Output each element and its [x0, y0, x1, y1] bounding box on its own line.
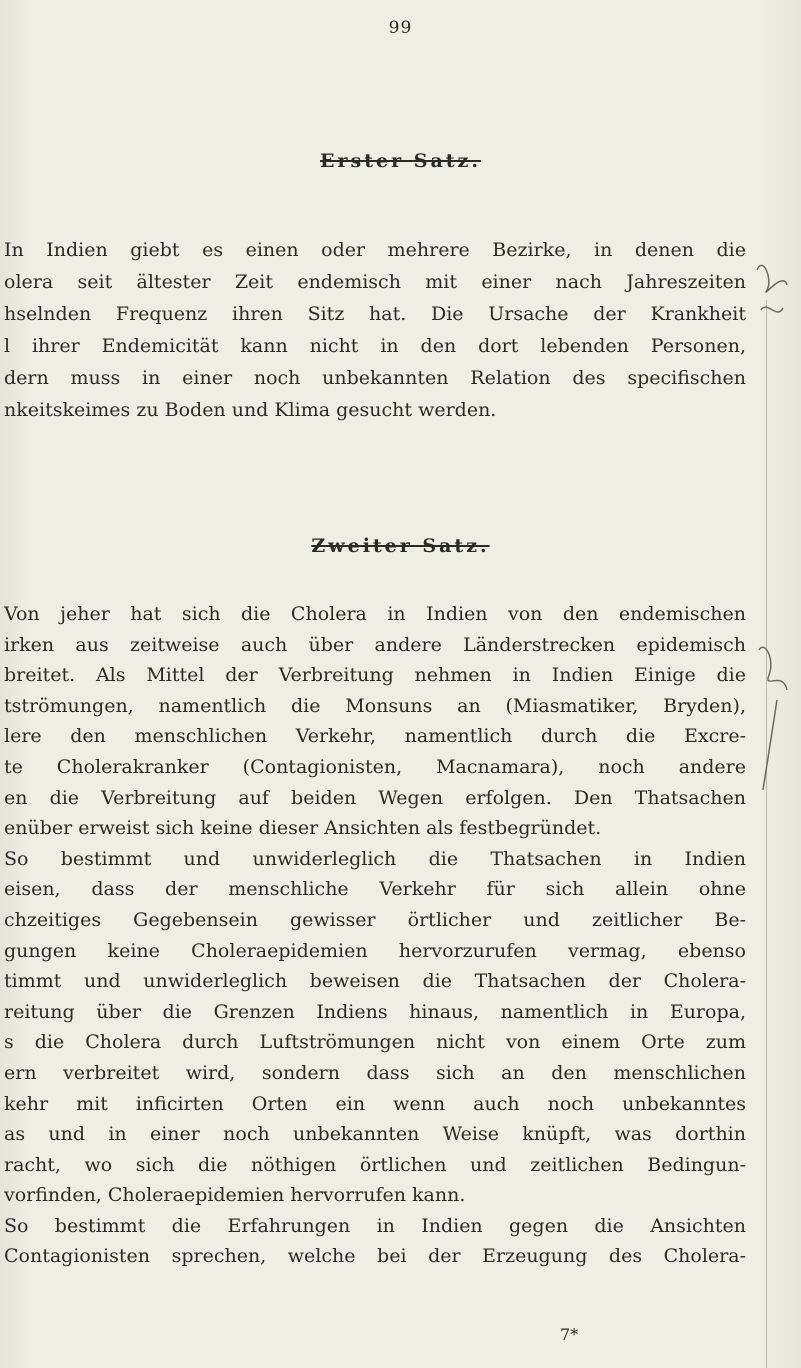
text-line: olera seit ältester Zeit endemisch mit einer nach Jahreszeiten — [4, 271, 746, 293]
signature-mark: 7* — [560, 1325, 579, 1344]
text-line: chzeitiges Gegebensein gewisser örtlicher und zeitlicher Be- — [4, 908, 746, 931]
paragraph-second — [4, 599, 746, 1272]
text-line: reitung über die Grenzen Indiens hinaus, namentlich in Europa, — [4, 1000, 746, 1023]
text-line: ern verbreitet wird, sondern dass sich an den menschlichen — [4, 1061, 746, 1084]
text-line: dern muss in einer noch unbekannten Relation des specifischen — [4, 367, 746, 389]
margin-handwriting-scribble — [753, 640, 793, 800]
text-line: irken aus zeitweise auch über andere Länderstrecken epidemisch — [4, 633, 746, 656]
text-line: So bestimmt und unwiderleglich die Thatsachen in Indien — [4, 847, 746, 870]
heading-text: Erster Satz. — [320, 150, 481, 172]
text-line: timmt und unwiderleglich beweisen die Thatsachen der Cholera- — [4, 970, 746, 993]
text-line: lere den menschlichen Verkehr, namentlich durch die Excre- — [4, 725, 746, 748]
section-heading-second — [0, 535, 801, 557]
heading-text: Zweiter Satz. — [311, 535, 490, 557]
text-line: vorfinden, Choleraepidemien hervorrufen kann. — [4, 1184, 466, 1207]
text-line: Von jeher hat sich die Cholera in Indien von den endemischen — [4, 603, 746, 625]
text-line: eisen, dass der menschliche Verkehr für sich allein ohne — [4, 878, 746, 901]
text-line: as und in einer noch unbekannten Weise knüpft, was dorthin — [4, 1123, 746, 1146]
text-line: hselnden Frequenz ihren Sitz hat. Die Ursache der Krankheit — [4, 303, 746, 325]
text-line: Contagionisten sprechen, welche bei der Erzeugung des Cholera- — [4, 1245, 746, 1268]
paragraph-first — [4, 234, 746, 426]
text-line: racht, wo sich die nöthigen örtlichen und zeitlichen Bedingun- — [4, 1153, 746, 1176]
margin-handwriting-scribble — [753, 250, 793, 350]
section-heading-first — [0, 150, 801, 172]
text-line: enüber erweist sich keine dieser Ansichten als festbegründet. — [4, 817, 602, 840]
text-line: gungen keine Choleraepidemien hervorzurufen vermag, ebenso — [4, 939, 746, 962]
text-line: breitet. Als Mittel der Verbreitung nehmen in Indien Einige die — [4, 664, 746, 687]
text-line: In Indien giebt es einen oder mehrere Bezirke, in denen die — [4, 239, 746, 261]
text-line: kehr mit inficirten Orten ein wenn auch noch unbekanntes — [4, 1092, 746, 1115]
page-number: 99 — [388, 18, 413, 38]
text-line: nkeitskeimes zu Boden und Klima gesucht werden. — [4, 399, 497, 421]
text-line: tströmungen, namentlich die Monsuns an (Miasmatiker, Bryden), — [4, 694, 746, 717]
text-line: en die Verbreitung auf beiden Wegen erfolgen. Den Thatsachen — [4, 786, 746, 809]
page-gutter-line — [766, 300, 767, 1368]
text-line: s die Cholera durch Luftströmungen nicht von einem Orte zum — [4, 1031, 746, 1054]
text-line: So bestimmt die Erfahrungen in Indien gegen die Ansichten — [4, 1214, 746, 1237]
text-line: l ihrer Endemicität kann nicht in den dort lebenden Personen, — [4, 335, 746, 357]
text-line: te Cholerakranker (Contagionisten, Macnamara), noch andere — [4, 755, 746, 778]
